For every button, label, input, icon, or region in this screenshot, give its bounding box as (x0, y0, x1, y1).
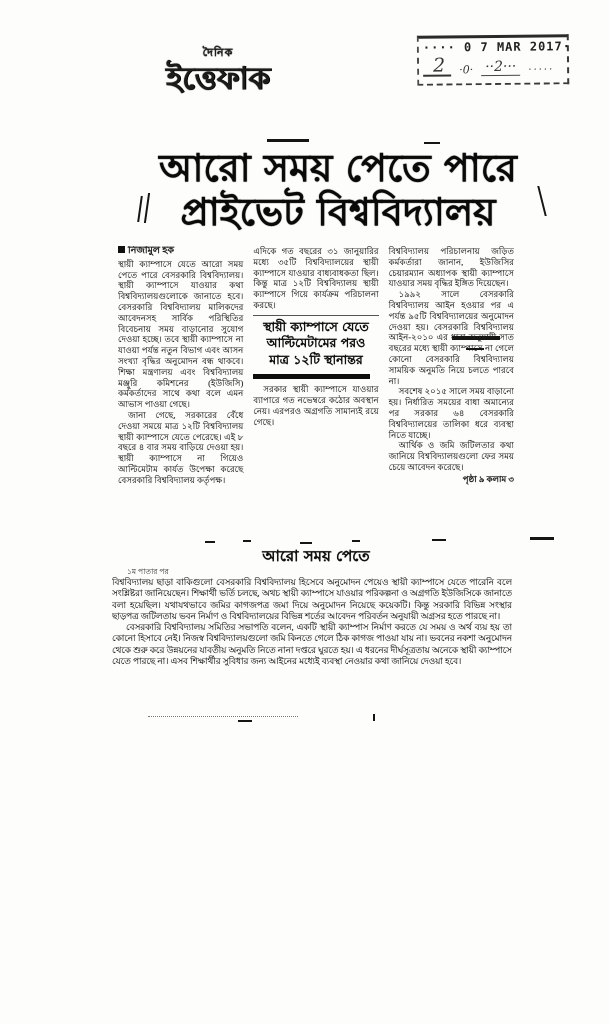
scan-artifact (373, 714, 375, 721)
pull-quote (253, 315, 378, 380)
stamp-dots-suffix: · (562, 39, 572, 54)
scan-artifact (424, 142, 440, 144)
paragraph: আর্থিক ও জমি জটিলতার কথা জানিয়ে বিশ্ববিদ্যালয়গুলো ফের সময় চেয়ে আবেদন করেছে। (388, 440, 514, 472)
end-rule (148, 716, 298, 717)
stamp-handwriting (423, 55, 563, 76)
scan-artifact (432, 539, 446, 541)
date-stamp (417, 34, 570, 86)
handwritten-number: 2 (423, 56, 451, 76)
pull-quote-rule (253, 374, 370, 379)
handwritten-dashes: ····· (528, 64, 555, 76)
continuation-header: আরো সময় পেতে (262, 547, 370, 565)
pull-quote-line: আল্টিমেটামের পরও (266, 335, 366, 351)
stamp-date-line (422, 39, 572, 55)
paragraph: জানা গেছে, সরকারের বেঁধে দেওয়া সময়ে মাত্র ১২টি বিশ্ববিদ্যালয় স্থায়ী ক্যাম্পাসে যেতে পেরেছে। এই ৮ বছরে ৪ বার সময় বাড়িয়ে দেওয়া হয়। স্থায়ী ক্যাম্পাসে না গিয়েও আল্টিমেটাম কার্যত উপেক্ষা করেছে বেসরকারি বিশ্ববিদ্যালয় কর্তৃপক্ষ। (118, 409, 244, 485)
scan-artifact (238, 720, 252, 722)
stamp-date: 0 7 MAR 2017 (463, 39, 563, 55)
paragraph: বেসরকারি বিশ্ববিদ্যালয় সমিতির সভাপতি বলেন, একটি স্থায়ী ক্যাম্পাস নির্মাণ করতে যে সময় ও অর্থ ব্যয় হয় তা কোনো হিসাবে নেই। নিজস্ব বিশ্ববিদ্যালয়গুলো জমি কিনতে গেলে ঠিক কাগজ পাওয়া যায় না। ভবনের নকশা অনুমোদন থেকে শুরু করে উন্নয়নের যাবতীয় অনুমতি নিতে নানা দপ্তরে ঘুরতে হয়। এ ধরনের দীর্ঘসূত্রতায় অনেকে স্থায়ী ক্যাম্পাসে যেতে পারছে না। এসব শিক্ষার্থীর সুবিধার জন্য আইনের মধ্যেই ব্যবস্থা নেওয়ার কথা জানিয়ে দেওয়া হবে। (112, 622, 512, 667)
paragraph: বিশ্ববিদ্যালয় পরিচালনায় জড়িত কর্মকর্তারা জানান, ইউজিসির চেয়ারম্যান অধ্যাপক স্থায়ী ক্যাম্পাসে যাওয়ার সময় বৃদ্ধির ইঙ্গিত দিয়েছেন। (388, 246, 514, 289)
article-body (118, 246, 514, 539)
scan-artifact (300, 542, 312, 544)
paragraph: স্থায়ী ক্যাম্পাসে যেতে আরো সময় পেতে পারে বেসরকারি বিশ্ববিদ্যালয়। স্থায়ী ক্যাম্পাসে যাওয়ার কথা বিশ্ববিদ্যালয়গুলোকে জানাতে হবে। বেসরকারি বিশ্ববিদ্যালয় মালিকদের আবেদনসহ সার্বিক পরিস্থিতির বিবেচনায় সময় বাড়ানোর সুযোগ দেওয়া হচ্ছে। তবে স্থায়ী ক্যাম্পাসে না যাওয়া পর্যন্ত নতুন বিভাগ এবং আসন সংখ্যা বৃদ্ধির অনুমোদন বন্ধ থাকবে। শিক্ষা মন্ত্রণালয় এবং বিশ্ববিদ্যালয় মঞ্জুরি কমিশনের (ইউজিসি) কর্মকর্তাদের সাথে কথা বলে এমন আভাস পাওয়া গেছে। (118, 258, 244, 410)
continuation-body (112, 577, 512, 718)
masthead-tagline: দৈনিক (202, 47, 234, 59)
scan-artifact (205, 541, 215, 543)
byline-name: নিজামুল হক (128, 246, 175, 256)
stamp-dots-prefix: ···· (422, 40, 456, 55)
handwritten-mark: ·0· (459, 63, 474, 77)
article-column-1 (118, 246, 243, 539)
headline-line-2: প্রাইভেট বিশ্ববিদ্যালয় (180, 190, 496, 234)
byline (118, 246, 243, 257)
masthead (158, 44, 278, 95)
paragraph: সরকার স্থায়ী ক্যাম্পাসে যাওয়ার ব্যাপারে গত নভেম্বরে কঠোর অবস্থান নেয়। এরপরও অগ্রগতি সামান্যই রয়ে গেছে। (253, 384, 379, 427)
scan-artifact (530, 537, 554, 540)
scan-artifact (267, 139, 309, 142)
handwritten-number-2: ··2··· (481, 59, 520, 76)
continued-from-note: ১ম পাতার পর (127, 567, 169, 576)
headline (122, 146, 554, 234)
article-column-3 (389, 246, 514, 539)
paragraph: ১৯৯২ সালে বেসরকারি বিশ্ববিদ্যালয় আইন হওয়ার পর এ পর্যন্ত ৯৫টি বিশ্ববিদ্যালয়ের অনুমোদন দেওয়া হয়। বেসরকারি বিশ্ববিদ্যালয় আইন-২০১০ এর ধারা অনুযায়ী সাত বছরের মধ্যে স্থায়ী ক্যাম্পাসে না গেলে কোনো বেসরকারি বিশ্ববিদ্যালয় সাময়িক অনুমতি নিয়ে চলতে পারবে না। (388, 289, 514, 386)
pull-quote-line: মাত্র ১২টি স্থানান্তর (269, 351, 363, 367)
byline-bullet-icon (118, 246, 125, 253)
article-column-2 (253, 246, 378, 539)
continued-on-page-note: পৃষ্ঠা ৯ কলাম ৩ (462, 473, 514, 484)
paragraph: এদিকে গত বছরের ৩১ জানুয়ারির মধ্যে ৩৫টি বিশ্ববিদ্যালয়ের স্থায়ী ক্যাম্পাসে যাওয়ার বাধ্যবাধকতা ছিল। কিন্তু মাত্র ১২টি বিশ্ববিদ্যালয় স্থায়ী ক্যাম্পাসে গিয়ে কার্যক্রম পরিচালনা করছে। (253, 246, 379, 310)
paragraph: বিশ্ববিদ্যালয় ছাড়া বাকিগুলো বেসরকারি বিশ্ববিদ্যালয় হিসেবে অনুমোদন পেয়েও স্থায়ী ক্যাম্পাসে যেতে পারেনি বলে সংশ্লিষ্টরা জানিয়েছেন। শিক্ষার্থী ভর্তি চলছে, অথচ স্থায়ী ক্যাম্পাসে যাওয়ার পরিকল্পনা ও অগ্রগতি ইউজিসিকে জানাতে বলা হয়েছিল। যথাযথভাবে জমির কাগজপত্র জমা দিয়ে অনুমোদন নিয়েছে কয়েকটি। কিন্তু সরকারি বিভিন্ন সংস্থার ছাড়পত্র জটিলতায় ভবন নির্মাণ ও বিশ্ববিদ্যালয়ের বিভিন্ন শর্তের আবেদন পরিবর্তন অনুযায়ী অগ্রসর হতে পারছে না। (112, 577, 512, 621)
pull-quote-line: স্থায়ী ক্যাম্পাসে যেতে (263, 318, 369, 334)
scan-artifact (352, 540, 360, 542)
masthead-title: ইত্তেফাক (165, 61, 271, 97)
scan-artifact (243, 540, 251, 542)
paragraph: সবশেষ ২০১৫ সালে সময় বাড়ানো হয়। নির্ধারিত সময়ের বাধা অমান্যের পর সরকার ৬৪ বেসরকারি বিশ্ববিদ্যালয়ের তালিকা ধরে ব্যবস্থা নিতে যাচ্ছে। (388, 386, 514, 440)
headline-line-1: আরো সময় পেতে পারে (159, 146, 517, 190)
